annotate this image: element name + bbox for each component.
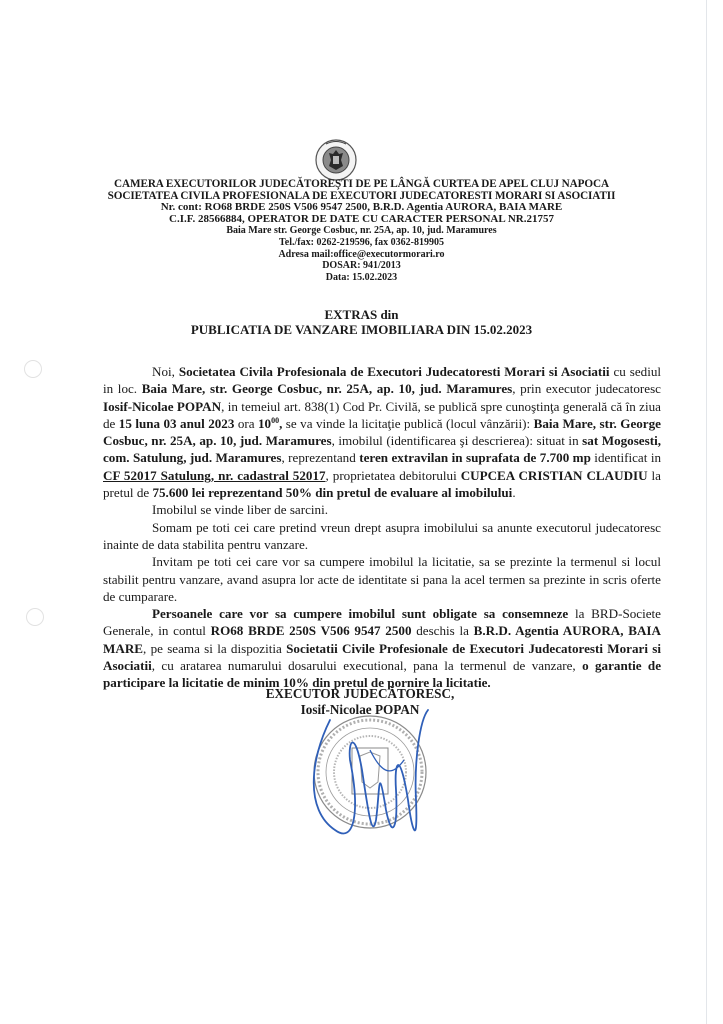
paragraph-no-encumbrance: Imobilul se vinde liber de sarcini. [152, 502, 328, 518]
document-body [103, 363, 661, 692]
title-publication: PUBLICATIA DE VANZARE IMOBILIARA DIN 15.02.2023 [190, 322, 533, 337]
paragraph-announcement: Noi, Societatea Civila Profesionala de Executori Judecatoresti Morari si Asociatii cu sediul in loc. Baia Mare, str. George Cosbuc, nr. 25A, ap. 10, jud. Maramures, prin executor judecatoresc Iosif-Nicolae POPAN, in temeiul art. 838(1) Cod Pr. Civilă, se publică spre cunoştinţa generală că în ziua de 15 luna 03 anul 2023 ora $10^{00}$, se va vinde la licitaţie publică (locul vânzării): Baia Mare, str. George Cosbuc, nr. 25A, ap. 10, jud. Maramures, imobilul (identificarea şi descrierea): situat in sat Mogosesti, com. Satulung, jud. Maramures, reprezentand teren extravilan in suprafata de 7.700 mp identificat in CF 52017 Satulung, nr. cadastral 52017, proprietatea debitorului CUPCEA CRISTIAN CLAUDIU la pretul de 75.600 lei reprezentand 50% din pretul de evaluare al imobilului. [103, 364, 662, 501]
signature-title: EXECUTOR JUDECĂTORESC, [265, 686, 455, 701]
paragraph-summons: Somam pe toti cei care pretind vreun drept asupra imobilului sa anunte executorul judecatoresc inainte de data stabilita pentru vanzare. [103, 519, 661, 552]
punch-hole-top [24, 360, 42, 378]
signature-name: Iosif-Nicolae POPAN [300, 702, 420, 717]
signature-block [230, 686, 490, 718]
header-account: Nr. cont: RO68 BRDE 250S V506 9547 2500, B.R.D. Agentia AURORA, BAIA MARE [160, 201, 563, 214]
header-email: Adresa mail:office@executormorari.ro [278, 248, 445, 260]
header-date: Data: 15.02.2023 [325, 271, 398, 283]
header-address: Baia Mare str. George Cosbuc, nr. 25A, ap. 10, jud. Maramures [226, 225, 497, 237]
header-company: SOCIETATEA CIVILA PROFESIONALA DE EXECUTORI JUDECATORESTI MORARI SI ASOCIATII [107, 189, 616, 202]
document-title [100, 307, 623, 337]
paragraph-invitation: Invitam pe toti cei care vor sa cumpere imobilul la licitatie, sa se prezinte la termenul si locul stabilit pentru vanzare, avand asupra lor acte de identitate si pana la acel termen sa prezinte in scris oferte de cumparare. [103, 554, 661, 604]
punch-hole-bottom [26, 608, 44, 626]
coat-of-arms-seal-icon [314, 138, 358, 182]
scanner-edge-line [706, 0, 707, 1024]
header-chamber: CAMERA EXECUTORILOR JUDECĂTOREŞTI DE PE LÂNGĂ CURTEA DE APEL CLUJ NAPOCA [114, 178, 609, 190]
header-dosar: DOSAR: 941/2013 [322, 260, 401, 272]
document-header [100, 179, 623, 283]
handwritten-signature-icon [300, 700, 450, 860]
header-phone: Tel./fax: 0262-219596, fax 0362-819905 [279, 236, 444, 248]
paragraph-guarantee: Persoanele care vor sa cumpere imobilul sunt obligate sa consemneze la BRD-Societe Generale, in contul RO68 BRDE 250S V506 9547 2500 deschis la B.R.D. Agentia AURORA, BAIA MARE, pe seama si la dispozitia Societatii Civile Profesionale de Executori Judecatoresti Morari si Asociatii, cu aratarea numarului dosarului executional, pana la termenul de vanzare, o garantie de participare la licitatie de minim 10% din pretul de pornire la licitatie. [103, 606, 662, 691]
header-cif: C.I.F. 28566884, OPERATOR DE DATE CU CARACTER PERSONAL NR.21757 [169, 212, 554, 225]
title-extras: EXTRAS din [324, 307, 399, 322]
